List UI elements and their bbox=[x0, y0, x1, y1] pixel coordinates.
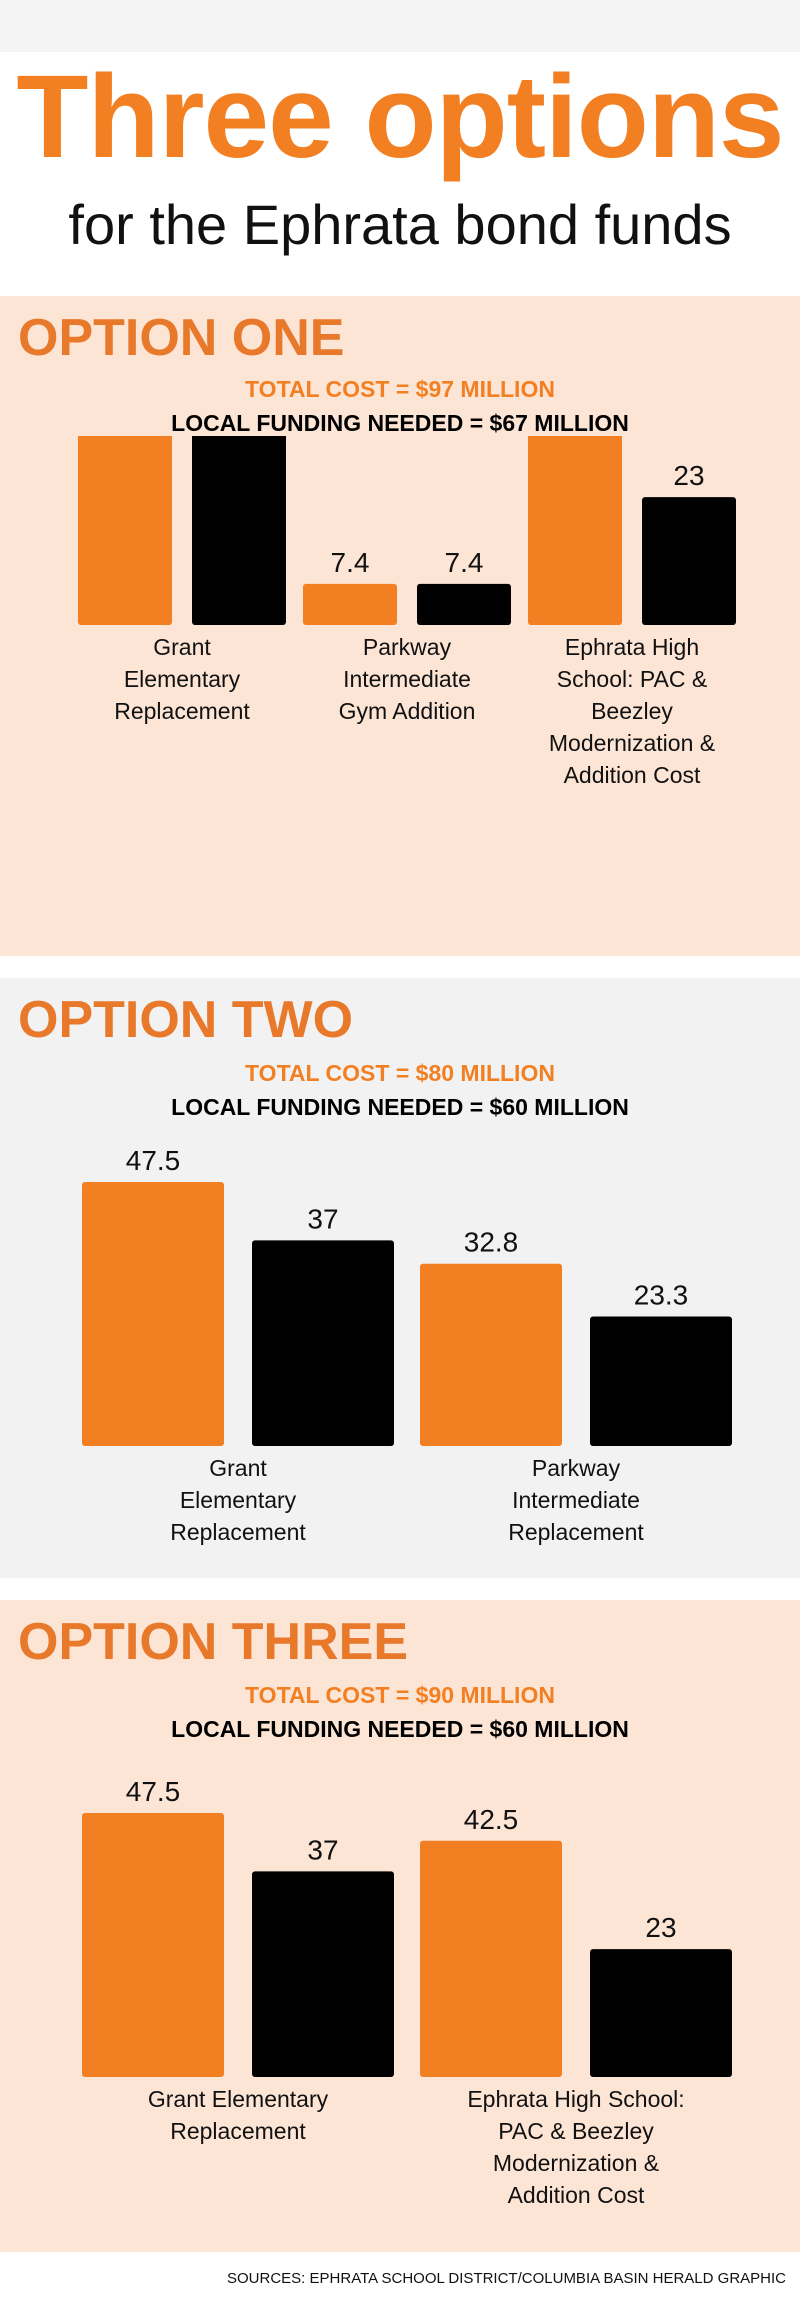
option-title: OPTION ONE bbox=[18, 309, 345, 367]
category-label: Modernization & bbox=[492, 2150, 660, 2176]
bar-value-label: 47.5 bbox=[125, 1145, 181, 1176]
option-three-chart bbox=[0, 1740, 800, 2252]
category-label: Parkway bbox=[531, 1455, 621, 1481]
category-label: Replacement bbox=[508, 1519, 644, 1545]
category-label: Grant Elementary bbox=[147, 2086, 329, 2112]
bar-local-0 bbox=[252, 1871, 394, 2077]
local-funding: LOCAL FUNDING NEEDED = $67 MILLION bbox=[171, 410, 629, 436]
category-label: Intermediate bbox=[343, 666, 471, 692]
category-label: Ephrata High bbox=[564, 634, 700, 660]
bar-local-0 bbox=[192, 436, 286, 625]
bar-total-1 bbox=[420, 1841, 562, 2077]
category-label: Beezley bbox=[591, 698, 673, 724]
category-label: PAC & Beezley bbox=[498, 2118, 654, 2144]
category-label: Intermediate bbox=[512, 1487, 640, 1513]
bar-value-label: 23.3 bbox=[633, 1279, 689, 1311]
bar-value-label: 7.4 bbox=[444, 546, 484, 578]
bar-local-1 bbox=[590, 1317, 732, 1446]
total-cost: TOTAL COST = $80 MILLION bbox=[245, 1060, 555, 1086]
bar-total-0 bbox=[78, 436, 172, 625]
bar-value-label: 37 bbox=[307, 1203, 339, 1235]
total-cost: TOTAL COST = $90 MILLION bbox=[245, 1682, 555, 1708]
bar-total-0 bbox=[82, 1813, 224, 2077]
source-credit: SOURCES: EPHRATA SCHOOL DISTRICT/COLUMBIA BASIN HERALD GRAPHIC bbox=[227, 2270, 786, 2287]
local-funding: LOCAL FUNDING NEEDED = $60 MILLION bbox=[171, 1094, 629, 1120]
page-subtitle: for the Ephrata bond funds bbox=[68, 193, 732, 256]
top-strip bbox=[0, 0, 800, 52]
bar-value-label: 37 bbox=[307, 1834, 339, 1866]
category-label: Grant bbox=[209, 1455, 267, 1481]
bar-value-label: 23 bbox=[673, 460, 705, 492]
category-label: Grant bbox=[153, 634, 211, 660]
bar-total-0 bbox=[82, 1182, 224, 1446]
option-three-panel bbox=[0, 1600, 800, 2252]
bar-total-1 bbox=[303, 584, 397, 625]
category-label: Gym Addition bbox=[338, 698, 476, 724]
option-one-chart bbox=[0, 436, 800, 956]
bar-total-1 bbox=[420, 1264, 562, 1446]
category-label: Addition Cost bbox=[563, 762, 701, 788]
bar-value-label: 23 bbox=[645, 1912, 677, 1944]
bar-local-1 bbox=[590, 1949, 732, 2077]
category-label: Elementary bbox=[179, 1487, 297, 1513]
category-label: Elementary bbox=[123, 666, 241, 692]
bar-value-label: 42.5 bbox=[463, 1803, 519, 1835]
category-label: Ephrata High School: bbox=[467, 2086, 685, 2112]
total-cost: TOTAL COST = $97 MILLION bbox=[245, 376, 555, 402]
category-label: School: PAC & bbox=[556, 666, 708, 692]
bar-value-label: 7.4 bbox=[330, 546, 370, 578]
option-title: OPTION THREE bbox=[18, 1613, 409, 1671]
category-label: Replacement bbox=[114, 698, 250, 724]
bar-value-label: 32.8 bbox=[463, 1226, 519, 1258]
category-label: Modernization & bbox=[548, 730, 716, 756]
page-title: Three options bbox=[16, 51, 784, 183]
bar-value-label: 47.5 bbox=[125, 1776, 181, 1807]
category-label: Parkway bbox=[362, 634, 452, 660]
option-two-panel bbox=[0, 978, 800, 1578]
category-label: Replacement bbox=[170, 2118, 306, 2144]
bar-local-1 bbox=[417, 584, 511, 625]
bar-local-2 bbox=[642, 497, 736, 625]
bar-local-0 bbox=[252, 1240, 394, 1446]
local-funding: LOCAL FUNDING NEEDED = $60 MILLION bbox=[171, 1716, 629, 1742]
option-one-panel bbox=[0, 296, 800, 956]
option-two-chart bbox=[0, 1118, 800, 1578]
category-label: Addition Cost bbox=[507, 2182, 645, 2208]
bar-total-2 bbox=[528, 436, 622, 625]
category-label: Replacement bbox=[170, 1519, 306, 1545]
option-title: OPTION TWO bbox=[18, 991, 354, 1049]
